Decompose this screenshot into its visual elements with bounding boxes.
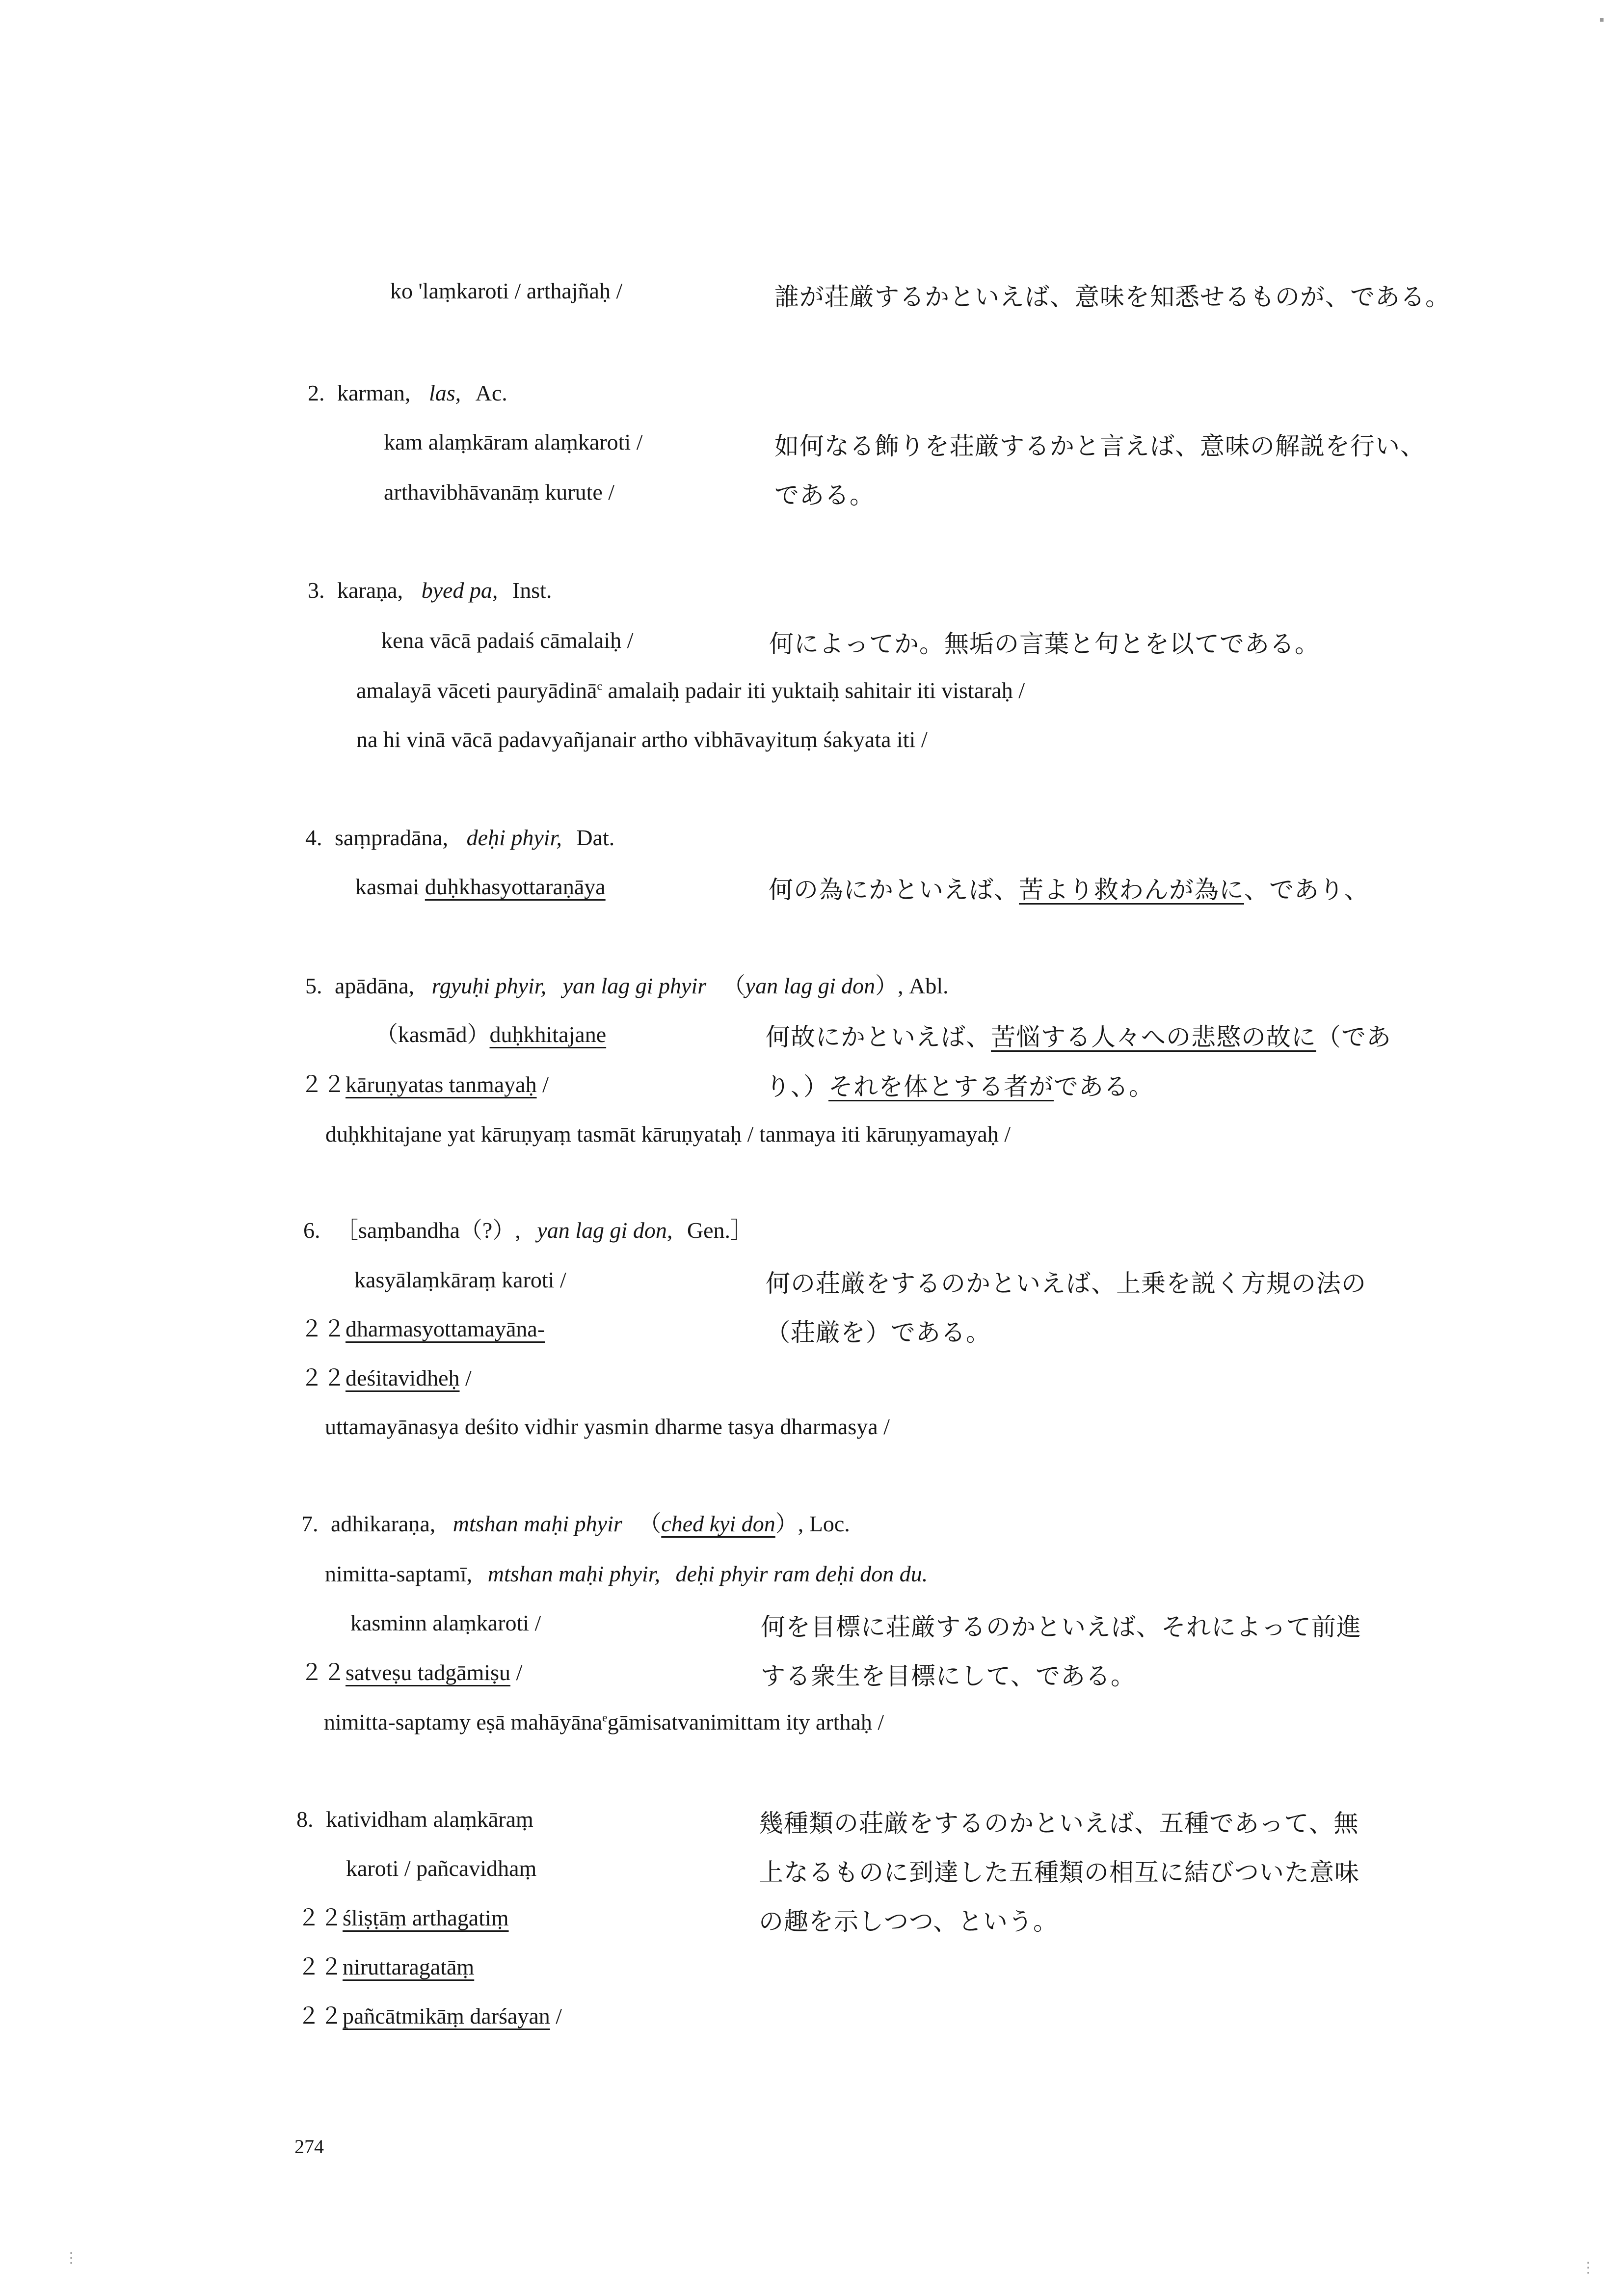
section-2-heading bbox=[308, 382, 507, 404]
underlined-sanskrit: niruttaragatāṃ bbox=[343, 1954, 475, 1979]
underlined-japanese: それを体とする者が bbox=[828, 1072, 1054, 1101]
sanskrit-text: kasmai bbox=[355, 874, 425, 899]
repeat-mark: ２２ bbox=[297, 2002, 343, 2029]
japanese-line: 幾種類の荘厳をするのかといえば、五種であって、無 bbox=[759, 1809, 1359, 1838]
japanese-text: 何の為にかといえば、 bbox=[769, 876, 1019, 904]
tibetan-term: yan lag gi don bbox=[745, 973, 876, 998]
japanese-line bbox=[766, 1025, 1391, 1049]
commentary-line: uttamayānasya deśito vidhir yasmin dharme tasya dharmasya / bbox=[325, 1414, 890, 1439]
section-number: 6. bbox=[303, 1218, 320, 1243]
sanskrit-line bbox=[297, 2004, 562, 2028]
section-3-heading bbox=[308, 579, 552, 602]
underlined-sanskrit: deśitavidheḥ bbox=[346, 1365, 460, 1390]
underlined-japanese: 苦より救わんが為に bbox=[1019, 876, 1244, 904]
section-5-heading bbox=[305, 975, 949, 997]
case-name: karaṇa, bbox=[337, 578, 403, 603]
section-number: 4. bbox=[305, 825, 322, 850]
tibetan-term: deḥi phyir ram deḥi don du. bbox=[675, 1561, 928, 1586]
commentary-line bbox=[324, 1711, 884, 1734]
tibetan-term: rgyuḥi phyir, bbox=[431, 973, 547, 998]
sanskrit-line bbox=[297, 1906, 509, 1929]
japanese-line: 何の荘厳をするのかといえば、上乗を説く方規の法の bbox=[766, 1269, 1366, 1298]
sanskrit-text: katividham alaṃkāraṃ bbox=[326, 1807, 533, 1832]
japanese-line: 如何なる飾りを荘厳するかと言えば、意味の解説を行い、 bbox=[774, 432, 1425, 460]
commentary-line bbox=[356, 679, 1025, 702]
sanskrit-text: / bbox=[510, 1660, 523, 1685]
case-name: adhikaraṇa, bbox=[331, 1511, 436, 1536]
section-7-heading bbox=[301, 1513, 850, 1535]
sanskrit-text: （kasmād） bbox=[375, 1022, 490, 1047]
sanskrit-line: kasyālaṃkāraṃ karoti / bbox=[354, 1267, 566, 1292]
sanskrit-text: / bbox=[550, 2003, 562, 2029]
sanskrit-line: kam alaṃkāram alaṃkaroti / bbox=[384, 429, 643, 454]
japanese-text: である。 bbox=[1054, 1072, 1154, 1101]
japanese-line: 何を目標に荘厳するのかといえば、それによって前進 bbox=[761, 1613, 1361, 1641]
sanskrit-line bbox=[300, 1317, 545, 1340]
japanese-line: （荘厳を）である。 bbox=[766, 1318, 991, 1347]
sanskrit-line bbox=[300, 1366, 472, 1389]
tibetan-term: mtshan maḥi phyir bbox=[453, 1511, 622, 1536]
paren: ） bbox=[775, 1511, 798, 1536]
commentary-line: duḥkhitajane yat kāruṇyaṃ tasmāt kāruṇyataḥ / tanmaya iti kāruṇyamayaḥ / bbox=[325, 1121, 1011, 1147]
commentary-text: gāmisatvanimittam ity arthaḥ / bbox=[607, 1709, 884, 1735]
tibetan-term: las, bbox=[428, 380, 461, 405]
case-abbr: , Loc. bbox=[798, 1511, 850, 1536]
paren: （ bbox=[639, 1511, 662, 1536]
sanskrit-line bbox=[300, 1073, 549, 1096]
tibetan-term: ched kyi don bbox=[661, 1511, 775, 1536]
japanese-line: である。 bbox=[774, 481, 875, 509]
underlined-sanskrit: dharmasyottamayāna- bbox=[346, 1316, 545, 1341]
sanskrit-text: / bbox=[459, 1365, 472, 1390]
japanese-text: 何故にかといえば、 bbox=[766, 1023, 991, 1051]
page-number: 274 bbox=[294, 2136, 324, 2158]
sanskrit-line: kasminn alaṃkaroti / bbox=[350, 1610, 541, 1635]
repeat-mark: ２２ bbox=[297, 1904, 343, 1931]
underlined-japanese: 苦悩する人々への悲愍の故に bbox=[991, 1023, 1316, 1051]
footnote-mark: c bbox=[597, 680, 603, 693]
case-abbr: Ac. bbox=[475, 380, 507, 405]
sanskrit-line bbox=[300, 1661, 522, 1684]
paren: （ bbox=[722, 973, 745, 998]
section-number: 7. bbox=[301, 1511, 319, 1536]
case-name: apādāna, bbox=[335, 973, 415, 998]
case-name: saṃpradāna, bbox=[335, 825, 449, 850]
section-number: 5. bbox=[305, 973, 322, 998]
case-name: karman, bbox=[337, 380, 411, 405]
commentary-text: amalayā vāceti pauryādinā bbox=[356, 678, 597, 703]
case-abbr: Dat. bbox=[576, 825, 615, 850]
japanese-line bbox=[766, 1074, 1154, 1099]
sanskrit-line bbox=[375, 1023, 606, 1046]
underlined-sanskrit: pañcātmikāṃ darśayan bbox=[343, 2003, 550, 2029]
section-8-heading bbox=[296, 1808, 533, 1831]
repeat-mark: ２２ bbox=[300, 1315, 346, 1342]
paren: ） bbox=[875, 973, 898, 998]
underlined-sanskrit: kāruṇyatas tanmayaḥ bbox=[346, 1072, 537, 1097]
underlined-sanskrit: duḥkhitajane bbox=[489, 1022, 607, 1047]
commentary-line: na hi vinā vācā padavyañjanair artho vibhāvayituṃ śakyata iti / bbox=[356, 727, 928, 752]
section-number: 2. bbox=[308, 380, 325, 405]
tibetan-term: byed pa, bbox=[421, 578, 498, 603]
repeat-mark: ２２ bbox=[297, 1953, 343, 1980]
japanese-line: の趣を示しつつ、という。 bbox=[759, 1907, 1058, 1936]
case-abbr: Inst. bbox=[512, 578, 552, 603]
scan-mark-icon: ▪ bbox=[1599, 12, 1604, 28]
commentary-text: nimitta-saptamī, bbox=[325, 1561, 473, 1586]
sanskrit-line: arthavibhāvanāṃ kurute / bbox=[384, 480, 615, 505]
underlined-sanskrit: śliṣṭāṃ arthagatiṃ bbox=[343, 1905, 509, 1930]
japanese-text: 、であり、 bbox=[1244, 876, 1369, 904]
repeat-mark: ２２ bbox=[300, 1659, 346, 1685]
section-number: 3. bbox=[308, 578, 325, 603]
sanskrit-text: / bbox=[536, 1072, 549, 1097]
japanese-line: 上なるものに到達した五種類の相互に結びついた意味 bbox=[759, 1858, 1359, 1887]
case-abbr: Gen.］ bbox=[687, 1218, 753, 1243]
tibetan-term: yan lag gi phyir bbox=[562, 973, 707, 998]
tibetan-term: deḥi phyir, bbox=[466, 825, 562, 850]
intro-sanskrit: ko 'laṃkaroti / arthajñaḥ / bbox=[390, 278, 623, 303]
underlined-sanskrit: duḥkhasyottaraṇāya bbox=[425, 874, 606, 899]
section-6-heading bbox=[303, 1219, 753, 1242]
tibetan-term: mtshan maḥi phyir, bbox=[487, 1561, 661, 1586]
scan-mark-icon: ⋮ bbox=[1581, 2260, 1596, 2276]
case-name: ［saṃbandha（?）, bbox=[336, 1218, 521, 1243]
sanskrit-line bbox=[297, 1955, 474, 1978]
japanese-line bbox=[769, 878, 1369, 902]
repeat-mark: ２２ bbox=[300, 1364, 346, 1391]
sanskrit-line: kena vācā padaiś cāmalaiḥ / bbox=[381, 628, 634, 653]
scan-mark-icon: ⋮ bbox=[64, 2250, 79, 2266]
case-abbr: , Abl. bbox=[898, 973, 949, 998]
japanese-text: （であ bbox=[1316, 1023, 1391, 1051]
intro-japanese: 誰が荘厳するかといえば、意味を知悉せるものが、である。 bbox=[774, 283, 1450, 311]
sanskrit-line bbox=[355, 876, 606, 898]
tibetan-term: yan lag gi don, bbox=[537, 1218, 673, 1243]
commentary-text: amalaiḥ padair iti yuktaiḥ sahitair iti vistaraḥ / bbox=[602, 678, 1025, 703]
underlined-sanskrit: satveṣu tadgāmiṣu bbox=[346, 1660, 510, 1685]
section-number: 8. bbox=[296, 1807, 314, 1832]
commentary-text: nimitta-saptamy eṣā mahāyāna bbox=[324, 1709, 603, 1735]
sanskrit-line: karoti / pañcavidhaṃ bbox=[346, 1856, 537, 1881]
commentary-line bbox=[325, 1563, 928, 1585]
japanese-text: り、） bbox=[766, 1072, 828, 1101]
footnote-mark: e bbox=[602, 1711, 608, 1725]
repeat-mark: ２２ bbox=[300, 1071, 346, 1097]
japanese-line: 何によってか。無垢の言葉と句とを以てである。 bbox=[769, 630, 1320, 658]
section-4-heading bbox=[305, 827, 614, 849]
japanese-line: する衆生を目標にして、である。 bbox=[761, 1662, 1136, 1690]
